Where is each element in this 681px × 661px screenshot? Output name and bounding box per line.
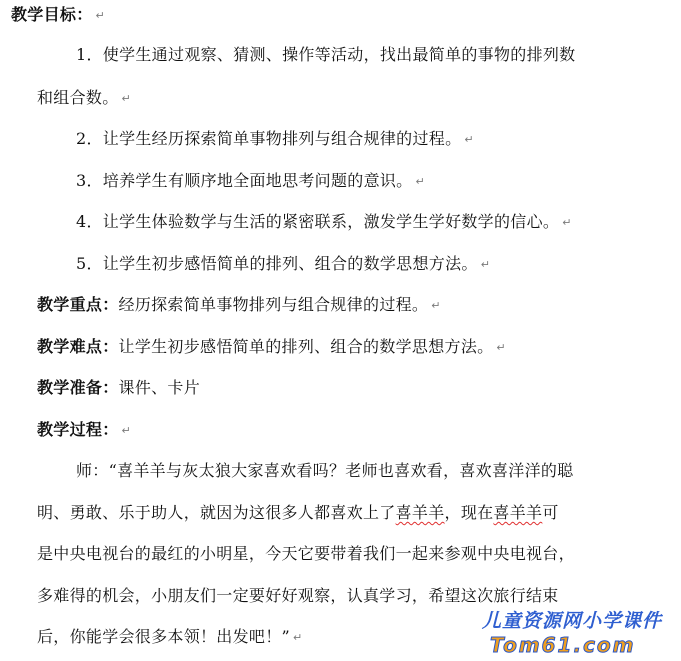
process-text-flagged: 喜羊羊 bbox=[395, 503, 445, 522]
paragraph-mark-icon: ↵ bbox=[121, 92, 132, 105]
process-heading: 教学过程： bbox=[37, 420, 119, 439]
paragraph-mark-icon: ↵ bbox=[121, 424, 132, 437]
objective-item-4 bbox=[76, 211, 572, 234]
objective-text: 和组合数。 bbox=[37, 88, 119, 107]
paragraph-mark-icon: ↵ bbox=[562, 216, 572, 229]
process-line-1 bbox=[76, 460, 573, 482]
objective-text: 1．使学生通过观察、猜测、操作等活动，找出最简单的事物的排列数 bbox=[76, 45, 576, 64]
process-text: 明、勇敢、乐于助人，就因为这很多人都喜欢上了 bbox=[37, 503, 396, 522]
site-watermark bbox=[480, 606, 680, 661]
paragraph-mark-icon: ↵ bbox=[95, 9, 106, 22]
process-line-2 bbox=[37, 502, 559, 524]
objective-item-3 bbox=[76, 170, 425, 193]
key-point-line bbox=[37, 294, 441, 317]
objective-text: 2．让学生经历探索简单事物排列与组合规律的过程。 bbox=[76, 129, 462, 148]
process-text: 多难得的机会，小朋友们一定要好好观察，认真学习，希望这次旅行结束 bbox=[37, 586, 559, 605]
difficulty-line bbox=[37, 336, 506, 359]
objective-text: 3．培养学生有顺序地全面地思考问题的意识。 bbox=[76, 171, 413, 190]
objective-item-1-cont bbox=[37, 87, 131, 110]
process-line-4 bbox=[37, 585, 559, 607]
difficulty-text: 让学生初步感悟简单的排列、组合的数学思想方法。 bbox=[118, 337, 494, 356]
paragraph-mark-icon: ↵ bbox=[464, 133, 474, 146]
process-text: 可 bbox=[542, 503, 559, 522]
paragraph-mark-icon: ↵ bbox=[480, 258, 491, 271]
paragraph-mark-icon: ↵ bbox=[496, 341, 506, 354]
process-text: 后，你能学会很多本领！出发吧！” bbox=[37, 627, 290, 646]
key-point-label: 教学重点： bbox=[37, 295, 119, 314]
objective-text: 4．让学生体验数学与生活的紧密联系，激发学生学好数学的信心。 bbox=[76, 212, 560, 231]
key-point-text: 经历探索简单事物排列与组合规律的过程。 bbox=[118, 295, 429, 314]
watermark-en-text: Tom61.com bbox=[490, 633, 636, 657]
process-text: 是中央电视台的最红的小明星，今天它要带着我们一起来参观中央电视台， bbox=[37, 544, 575, 563]
objective-item-2 bbox=[76, 128, 474, 151]
objective-item-1 bbox=[76, 44, 575, 66]
process-line-5 bbox=[37, 626, 303, 649]
paragraph-mark-icon: ↵ bbox=[292, 631, 303, 644]
paragraph-mark-icon: ↵ bbox=[431, 299, 441, 312]
process-line-3 bbox=[37, 543, 575, 565]
process-text: 师：“喜羊羊与灰太狼大家喜欢看吗？老师也喜欢看，喜欢喜洋洋的聪 bbox=[76, 461, 574, 480]
difficulty-label: 教学难点： bbox=[37, 337, 119, 356]
objectives-heading: 教学目标： bbox=[11, 5, 93, 24]
preparation-label: 教学准备： bbox=[37, 378, 119, 397]
process-text-flagged: 喜羊羊 bbox=[493, 503, 543, 522]
process-heading-line bbox=[37, 419, 131, 442]
preparation-line bbox=[37, 377, 200, 399]
objectives-heading-line bbox=[11, 4, 105, 27]
watermark-cn-text: 儿童资源网小学课件 bbox=[482, 610, 663, 632]
preparation-text: 课件、卡片 bbox=[118, 378, 201, 397]
objective-item-5 bbox=[76, 253, 490, 276]
objective-text: 5．让学生初步感悟简单的排列、组合的数学思想方法。 bbox=[76, 254, 478, 273]
process-text: ，现在 bbox=[444, 503, 494, 522]
paragraph-mark-icon: ↵ bbox=[415, 175, 426, 188]
